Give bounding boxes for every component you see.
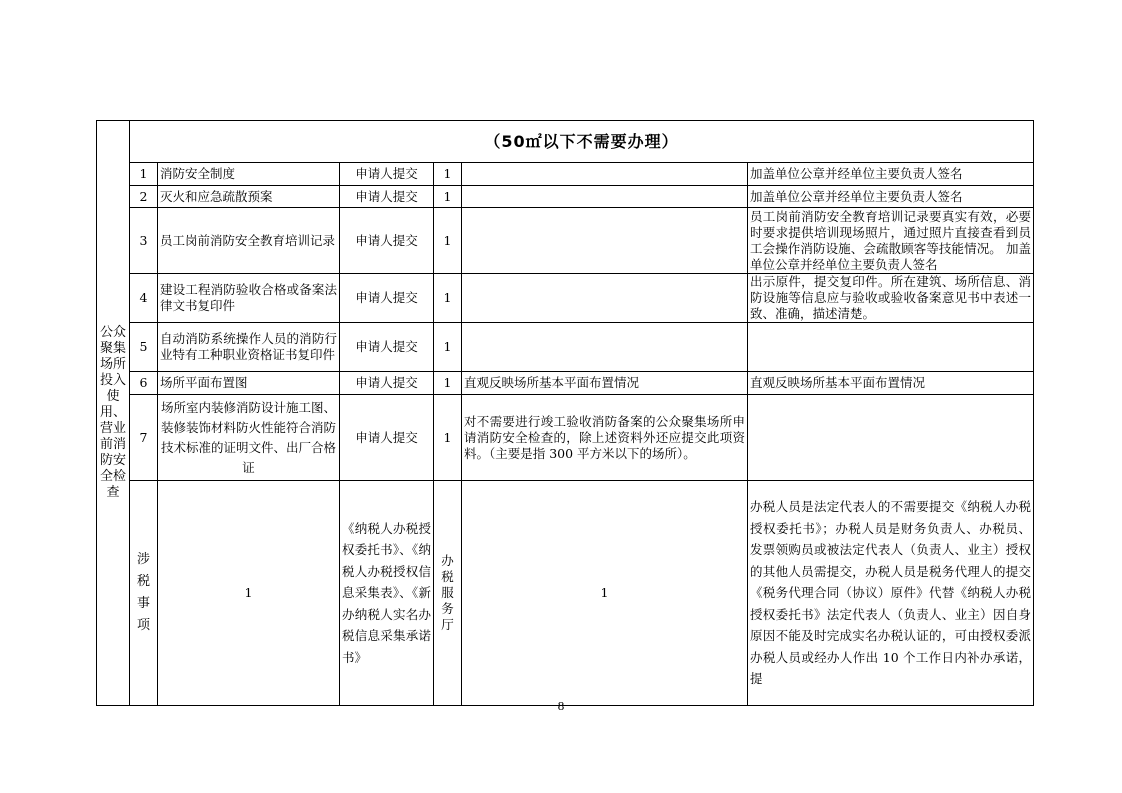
row-number: 4 [130, 274, 158, 323]
document-source: 申请人提交 [340, 372, 434, 395]
tax-category-cell: 涉税事项 [130, 481, 158, 706]
document-source: 申请人提交 [340, 395, 434, 481]
table-row [97, 372, 1034, 395]
document-source: 申请人提交 [340, 323, 434, 372]
document-remark: 出示原件，提交复印件。所在建筑、场所信息、消防设施等信息应与验收或验收备案意见书中表述一致、准确，描述清楚。 [748, 274, 1034, 323]
row-number: 5 [130, 323, 158, 372]
page-number: 8 [557, 700, 565, 713]
document-description [462, 274, 748, 323]
table-row [97, 481, 1034, 706]
document-count: 1 [462, 481, 748, 706]
document-name: 场所平面布置图 [158, 372, 340, 395]
document-remark: 直观反映场所基本平面布置情况 [748, 372, 1034, 395]
table-row [97, 395, 1034, 481]
document-description: 办税人员是法定代表人的不需要提交《纳税人办税授权委托书》；办税人员是财务负责人、办税员、发票领购员或被法定代表人（负责人、业主）授权的其他人员需提交，办税人员是税务代理人的提交《税务代理合同（协议）原件》代替《纳税人办税授权委托书》法定代表人（负责人、业主）因自身原因不能及时完成实名办税认证的，可由授权委派办税人员或经办人作出 10 个工作日内补办承诺，提 [748, 481, 1034, 706]
document-description [462, 163, 748, 186]
row-number: 1 [130, 163, 158, 186]
document-count: 1 [434, 163, 462, 186]
table-row [97, 186, 1034, 208]
row-number: 7 [130, 395, 158, 481]
document-remark [748, 323, 1034, 372]
document-remark: 加盖单位公章并经单位主要负责人签名 [748, 163, 1034, 186]
document-name: 场所室内装修消防设计施工图、装修装饰材料防火性能符合消防技术标准的证明文件、出厂合格证 [158, 395, 340, 481]
document-remark: 加盖单位公章并经单位主要负责人签名 [748, 186, 1034, 208]
document-count: 1 [434, 395, 462, 481]
document-remark: 员工岗前消防安全教育培训记录要真实有效，必要时要求提供培训现场照片，通过照片直接查看到员工会操作消防设施、会疏散顾客等技能情况。 加盖单位公章并经单位主要负责人签名 [748, 208, 1034, 274]
document-count: 1 [434, 208, 462, 274]
document-description: 对不需要进行竣工验收消防备案的公众聚集场所申请消防安全检查的，除上述资料外还应提交此项资料。（主要是指 300 平方米以下的场所）。 [462, 395, 748, 481]
document-count: 1 [434, 372, 462, 395]
document-name: 员工岗前消防安全教育培训记录 [158, 208, 340, 274]
document-description [462, 208, 748, 274]
document-source: 办税服务厅 [434, 481, 462, 706]
document-count: 1 [434, 186, 462, 208]
document-source: 申请人提交 [340, 208, 434, 274]
document-source: 申请人提交 [340, 186, 434, 208]
fire-category-cell: 公众聚集场所投入使用、营业前消防安全检查 [97, 121, 130, 706]
document-source: 申请人提交 [340, 274, 434, 323]
document-count: 1 [434, 274, 462, 323]
row-number: 6 [130, 372, 158, 395]
row-number: 1 [158, 481, 340, 706]
document-source: 申请人提交 [340, 163, 434, 186]
row-number: 3 [130, 208, 158, 274]
document-name: 自动消防系统操作人员的消防行业特有工种职业资格证书复印件 [158, 323, 340, 372]
table-row [97, 208, 1034, 274]
document-description [462, 323, 748, 372]
document-count: 1 [434, 323, 462, 372]
row-number: 2 [130, 186, 158, 208]
table-row [97, 274, 1034, 323]
document-name: 消防安全制度 [158, 163, 340, 186]
document-name: 《纳税人办税授权委托书》、《纳税人办税授权信息采集表》、《新办纳税人实名办税信息采集承诺书》 [340, 481, 434, 706]
table-row [97, 163, 1034, 186]
document-remark [748, 395, 1034, 481]
section-header: （50㎡以下不需要办理） [130, 121, 1034, 163]
requirements-table [96, 120, 1034, 706]
table-row [97, 323, 1034, 372]
document-description: 直观反映场所基本平面布置情况 [462, 372, 748, 395]
document-description [462, 186, 748, 208]
document-name: 灭火和应急疏散预案 [158, 186, 340, 208]
document-name: 建设工程消防验收合格或备案法律文书复印件 [158, 274, 340, 323]
